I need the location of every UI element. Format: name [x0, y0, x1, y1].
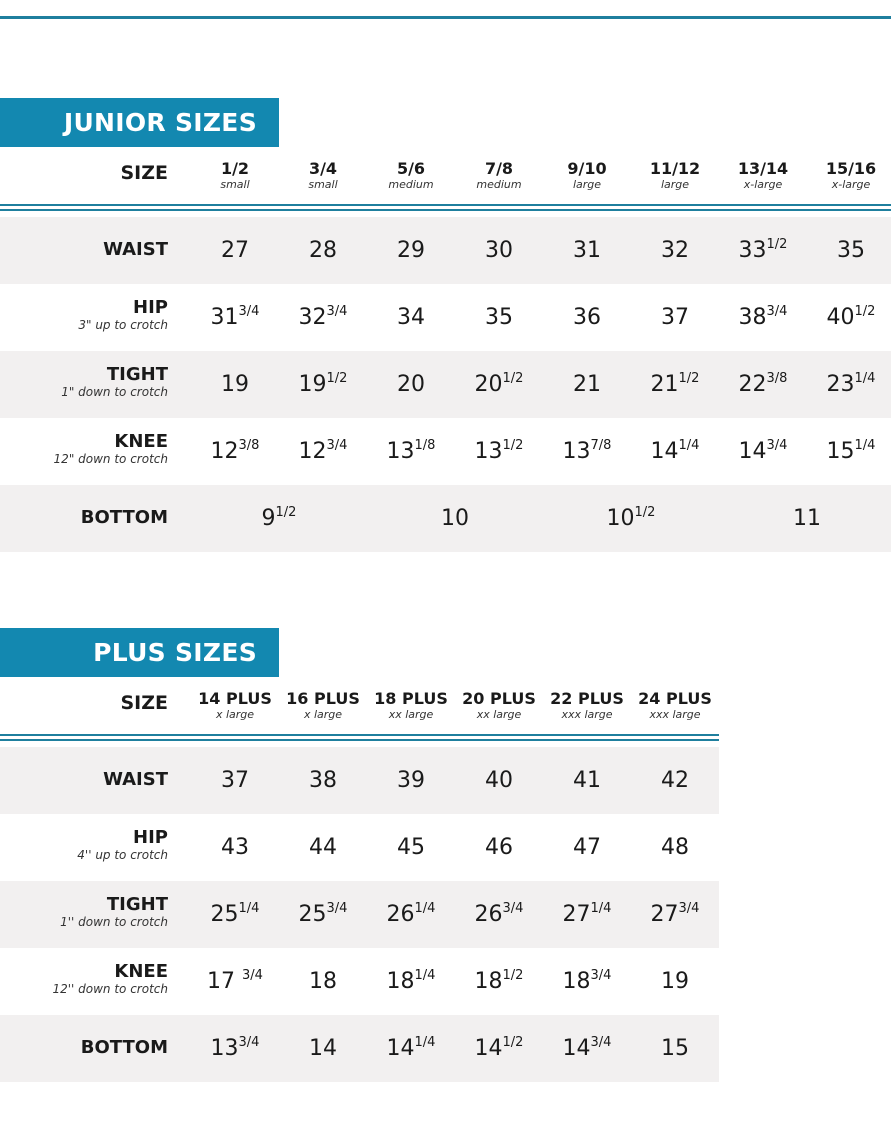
size-label: SIZE: [120, 692, 168, 714]
measurement-value: [191, 485, 367, 552]
measurement-value: [190, 881, 280, 948]
value-whole: 11: [793, 506, 821, 531]
value-whole: 14: [738, 439, 767, 464]
measurement-value: [190, 284, 280, 351]
measurement-value: [190, 351, 280, 418]
measurement-value: [454, 284, 544, 351]
value-whole: 27: [221, 238, 249, 263]
measurement-value: [454, 747, 544, 814]
measurement-value: [367, 485, 543, 552]
measurement-value: [278, 418, 368, 485]
measurement-name: KNEE: [114, 961, 168, 982]
value-whole: 18: [562, 969, 591, 994]
value-whole: 31: [210, 305, 239, 330]
value-whole: 27: [562, 902, 591, 927]
size-name: 15/16: [825, 159, 877, 178]
value-whole: 40: [826, 305, 855, 330]
value-whole: 14: [562, 1036, 591, 1061]
measurement-value: [543, 485, 719, 552]
measurement-name: HIP: [133, 827, 168, 848]
row-label: [0, 298, 168, 332]
size-column-header: [190, 160, 280, 191]
size-subtitle: xxx large: [649, 708, 701, 721]
measurement-name: TIGHT: [106, 894, 168, 915]
value-fraction: 3/8: [238, 438, 260, 453]
value-whole: 41: [573, 768, 601, 793]
value-whole: 22: [738, 372, 767, 397]
value-fraction: 3/4: [590, 1035, 612, 1050]
value-whole: 14: [386, 1036, 415, 1061]
size-column-header: [542, 160, 632, 191]
value-fraction: 1/4: [854, 371, 876, 386]
value-fraction: 3/4: [590, 968, 612, 983]
plus-sizes-title: PLUS SIZES: [0, 628, 279, 677]
measurement-value: [630, 217, 720, 284]
value-whole: 15: [826, 439, 855, 464]
measurement-value: [278, 747, 368, 814]
value-whole: 26: [474, 902, 503, 927]
measurement-note: 1" down to crotch: [61, 385, 168, 399]
measurement-value: [366, 217, 456, 284]
value-whole: 13: [474, 439, 503, 464]
measurement-name: TIGHT: [106, 364, 168, 385]
size-subtitle: xxx large: [561, 708, 613, 721]
size-label: SIZE: [120, 162, 168, 184]
value-fraction: 1/2: [502, 438, 524, 453]
size-column-header: [718, 160, 808, 191]
header-double-rule: [0, 734, 719, 741]
measurement-value: [454, 948, 544, 1015]
measurement-value: [190, 747, 280, 814]
measurement-value: [190, 814, 280, 881]
measurement-row-bottom: [0, 1015, 719, 1082]
measurement-value: [630, 1015, 720, 1082]
row-label: [0, 770, 168, 790]
value-fraction: 1/4: [414, 1035, 436, 1050]
measurement-value: [630, 351, 720, 418]
value-fraction: 3/4: [238, 1035, 260, 1050]
measurement-row-hip: [0, 814, 719, 881]
size-name: 22 PLUS: [550, 689, 624, 708]
value-whole: 45: [397, 835, 425, 860]
size-subtitle: x large: [215, 708, 255, 721]
value-whole: 13: [562, 439, 591, 464]
value-fraction: 3/4: [766, 304, 788, 319]
measurement-value: [542, 1015, 632, 1082]
value-whole: 30: [485, 238, 513, 263]
size-name: 9/10: [567, 159, 607, 178]
size-subtitle: x large: [303, 708, 343, 721]
value-whole: 25: [210, 902, 239, 927]
size-subtitle: large: [660, 178, 690, 191]
value-whole: 47: [573, 835, 601, 860]
value-fraction: 7/8: [590, 438, 612, 453]
measurement-value: [278, 1015, 368, 1082]
measurement-row-waist: [0, 747, 719, 814]
value-whole: 44: [309, 835, 337, 860]
measurement-value: [718, 418, 808, 485]
value-fraction: 1/4: [590, 901, 612, 916]
size-subtitle: medium: [388, 178, 434, 191]
value-whole: 13: [386, 439, 415, 464]
measurement-value: [542, 351, 632, 418]
value-fraction: 1/8: [414, 438, 436, 453]
measurement-value: [278, 351, 368, 418]
measurement-value: [190, 1015, 280, 1082]
measurement-value: [278, 814, 368, 881]
size-name: 24 PLUS: [638, 689, 712, 708]
value-fraction: 1/2: [502, 1035, 524, 1050]
value-whole: 18: [309, 969, 337, 994]
size-column-header: [630, 160, 720, 191]
value-fraction: 1/4: [854, 438, 876, 453]
measurement-value: [366, 284, 456, 351]
measurement-value: [454, 418, 544, 485]
value-whole: 43: [221, 835, 249, 860]
value-whole: 14: [309, 1036, 337, 1061]
value-whole: 26: [386, 902, 415, 927]
size-column-header: [806, 160, 891, 191]
size-header-row: [0, 678, 719, 736]
value-fraction: 1/2: [854, 304, 876, 319]
value-whole: 20: [397, 372, 425, 397]
value-fraction: 3/4: [326, 901, 348, 916]
value-fraction: 1/2: [275, 505, 297, 520]
measurement-value: [719, 485, 891, 552]
value-fraction: 3/4: [678, 901, 700, 916]
measurement-row-bottom: [0, 485, 891, 552]
measurement-value: [190, 418, 280, 485]
header-double-rule: [0, 204, 891, 211]
measurement-value: [630, 418, 720, 485]
value-whole: 37: [221, 768, 249, 793]
value-whole: 34: [397, 305, 425, 330]
value-whole: 19: [298, 372, 327, 397]
measurement-value: [542, 814, 632, 881]
measurement-value: [366, 948, 456, 1015]
value-whole: 14: [650, 439, 679, 464]
value-whole: 39: [397, 768, 425, 793]
value-whole: 29: [397, 238, 425, 263]
measurement-value: [542, 881, 632, 948]
junior-sizes-section: [0, 98, 891, 558]
top-rule: [0, 16, 891, 19]
measurement-value: [718, 284, 808, 351]
measurement-value: [630, 948, 720, 1015]
measurement-name: HIP: [133, 297, 168, 318]
value-whole: 15: [661, 1036, 689, 1061]
measurement-name: WAIST: [103, 239, 168, 260]
size-name: 18 PLUS: [374, 689, 448, 708]
value-whole: 12: [298, 439, 327, 464]
value-whole: 14: [474, 1036, 503, 1061]
value-whole: 10: [606, 506, 635, 531]
measurement-value: [366, 418, 456, 485]
size-header-row: [0, 148, 891, 206]
size-column-header: [542, 690, 632, 721]
measurement-value: [718, 217, 808, 284]
value-whole: 19: [661, 969, 689, 994]
value-fraction: 3/4: [766, 438, 788, 453]
measurement-value: [454, 217, 544, 284]
measurement-value: [278, 284, 368, 351]
value-whole: 48: [661, 835, 689, 860]
value-fraction: 3/4: [242, 968, 263, 983]
value-whole: 35: [837, 238, 865, 263]
measurement-value: [454, 814, 544, 881]
size-name: 1/2: [220, 159, 250, 178]
measurement-value: [718, 351, 808, 418]
value-whole: 46: [485, 835, 513, 860]
measurement-value: [190, 217, 280, 284]
measurement-value: [542, 948, 632, 1015]
measurement-row-waist: [0, 217, 891, 284]
value-whole: 27: [650, 902, 679, 927]
value-whole: 38: [309, 768, 337, 793]
size-name: 16 PLUS: [286, 689, 360, 708]
size-column-header: [190, 690, 280, 721]
measurement-value: [630, 747, 720, 814]
value-fraction: 1/2: [502, 968, 524, 983]
measurement-value: [454, 881, 544, 948]
size-column-header: [278, 690, 368, 721]
measurement-value: [278, 217, 368, 284]
value-whole: 23: [826, 372, 855, 397]
row-label: [0, 432, 168, 466]
value-fraction: 1/4: [238, 901, 260, 916]
value-fraction: 1/4: [678, 438, 700, 453]
value-fraction: 1/2: [766, 237, 788, 252]
value-whole: 36: [573, 305, 601, 330]
measurement-value: [190, 948, 280, 1015]
value-whole: 31: [573, 238, 601, 263]
value-whole: 32: [661, 238, 689, 263]
value-whole: 33: [738, 238, 767, 263]
value-fraction: 1/4: [414, 968, 436, 983]
size-name: 5/6: [396, 159, 426, 178]
value-whole: 21: [650, 372, 679, 397]
size-name: 3/4: [308, 159, 338, 178]
row-label: [0, 962, 168, 996]
row-label: [0, 508, 168, 528]
measurement-value: [806, 217, 891, 284]
measurement-note: 3" up to crotch: [78, 318, 168, 332]
size-name: 11/12: [649, 159, 701, 178]
size-subtitle: xx large: [388, 708, 434, 721]
value-whole: 25: [298, 902, 327, 927]
measurement-value: [278, 881, 368, 948]
row-label: [0, 828, 168, 862]
size-column-header: [366, 690, 456, 721]
size-column-header: [630, 690, 720, 721]
row-label: [0, 365, 168, 399]
measurement-value: [630, 814, 720, 881]
value-fraction: 3/4: [238, 304, 260, 319]
measurement-value: [366, 351, 456, 418]
size-subtitle: x-large: [831, 178, 871, 191]
measurement-name: BOTTOM: [80, 507, 168, 528]
value-whole: 28: [309, 238, 337, 263]
measurement-name: BOTTOM: [80, 1037, 168, 1058]
value-whole: 38: [738, 305, 767, 330]
size-subtitle: small: [220, 178, 250, 191]
measurement-value: [366, 1015, 456, 1082]
measurement-row-knee: [0, 418, 891, 485]
size-name: 7/8: [484, 159, 514, 178]
size-subtitle: large: [572, 178, 602, 191]
value-fraction: 1/2: [678, 371, 700, 386]
row-label: [0, 1038, 168, 1058]
value-whole: 12: [210, 439, 239, 464]
value-whole: 32: [298, 305, 327, 330]
measurement-value: [542, 747, 632, 814]
size-column-header: [366, 160, 456, 191]
value-whole: 20: [474, 372, 503, 397]
size-name: 20 PLUS: [462, 689, 536, 708]
measurement-row-tight: [0, 351, 891, 418]
value-fraction: 3/4: [326, 304, 348, 319]
value-fraction: 1/2: [326, 371, 348, 386]
size-subtitle: medium: [476, 178, 522, 191]
measurement-note: 12'' down to crotch: [52, 982, 168, 996]
measurement-value: [630, 284, 720, 351]
size-subtitle: small: [308, 178, 338, 191]
measurement-value: [366, 747, 456, 814]
value-whole: 37: [661, 305, 689, 330]
value-fraction: 3/4: [326, 438, 348, 453]
measurement-row-hip: [0, 284, 891, 351]
value-whole: 40: [485, 768, 513, 793]
size-name: 14 PLUS: [198, 689, 272, 708]
value-fraction: 3/8: [766, 371, 788, 386]
plus-sizes-section: [0, 628, 891, 1088]
value-whole: 13: [210, 1036, 239, 1061]
value-whole: 18: [474, 969, 503, 994]
measurement-value: [542, 418, 632, 485]
row-label: [0, 895, 168, 929]
size-name: 13/14: [737, 159, 789, 178]
value-whole: 21: [573, 372, 601, 397]
measurement-name: WAIST: [103, 769, 168, 790]
measurement-note: 1'' down to crotch: [60, 915, 168, 929]
measurement-row-tight: [0, 881, 719, 948]
value-fraction: 1/2: [502, 371, 524, 386]
value-whole: 17: [207, 969, 243, 994]
value-whole: 19: [221, 372, 249, 397]
junior-sizes-title: JUNIOR SIZES: [0, 98, 279, 147]
measurement-value: [366, 881, 456, 948]
size-column-header: [454, 160, 544, 191]
measurement-note: 12" down to crotch: [53, 452, 168, 466]
value-whole: 10: [441, 506, 469, 531]
measurement-value: [806, 284, 891, 351]
measurement-value: [806, 351, 891, 418]
measurement-value: [542, 284, 632, 351]
measurement-row-knee: [0, 948, 719, 1015]
value-whole: 42: [661, 768, 689, 793]
size-subtitle: xx large: [476, 708, 522, 721]
measurement-value: [454, 1015, 544, 1082]
measurement-value: [806, 418, 891, 485]
value-fraction: 1/4: [414, 901, 436, 916]
value-fraction: 1/2: [634, 505, 656, 520]
measurement-value: [454, 351, 544, 418]
value-whole: 9: [261, 506, 276, 531]
measurement-value: [630, 881, 720, 948]
measurement-value: [542, 217, 632, 284]
row-label: [0, 240, 168, 260]
size-subtitle: x-large: [743, 178, 783, 191]
value-whole: 18: [386, 969, 415, 994]
measurement-note: 4'' up to crotch: [77, 848, 168, 862]
value-whole: 35: [485, 305, 513, 330]
value-fraction: 3/4: [502, 901, 524, 916]
measurement-value: [278, 948, 368, 1015]
size-column-header: [278, 160, 368, 191]
size-column-header: [454, 690, 544, 721]
measurement-value: [366, 814, 456, 881]
measurement-name: KNEE: [114, 431, 168, 452]
